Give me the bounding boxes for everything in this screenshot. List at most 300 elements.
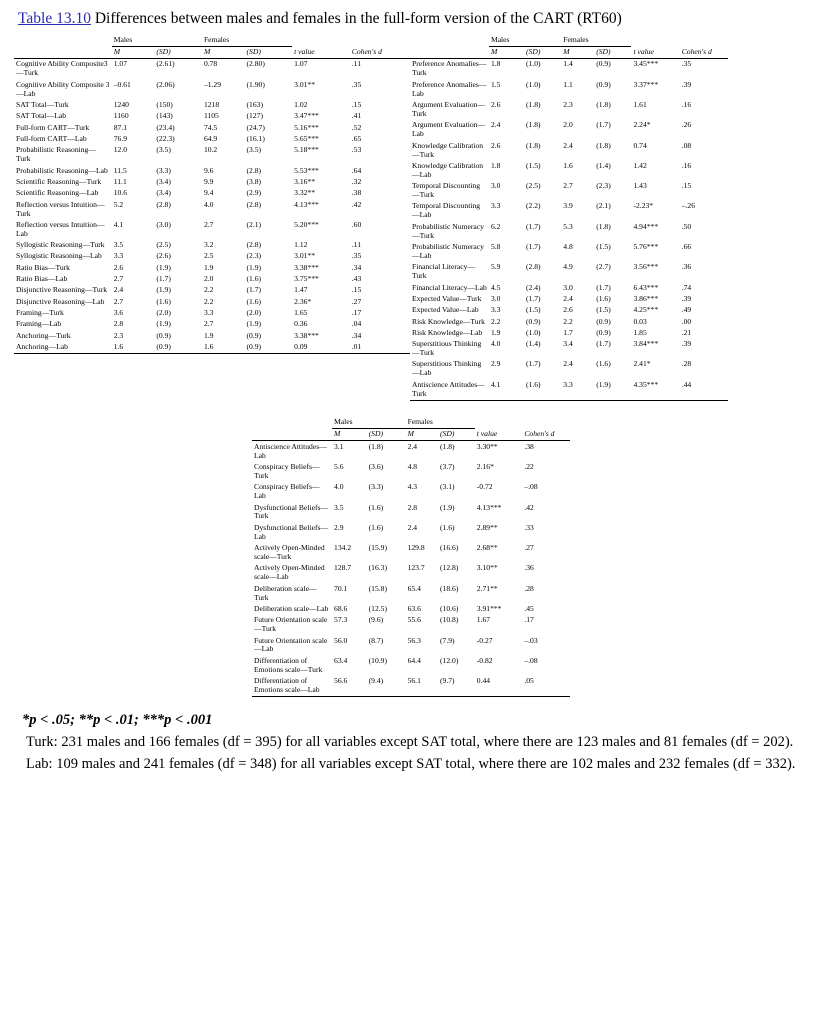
cell-male-sd: (1.8) — [526, 100, 541, 109]
cell-male-mean: 87.1 — [113, 122, 128, 132]
cell-t-value: 2.36* — [294, 296, 312, 306]
cell-female-sd: (1.9) — [594, 380, 631, 401]
cell-female-mean: 1.1 — [563, 79, 573, 89]
table-row — [14, 134, 410, 145]
header-m-females: M — [561, 46, 594, 58]
cell-female-mean: –1.29 — [203, 79, 222, 89]
cell-t-value: 5.53*** — [294, 165, 319, 175]
cell-t-value: 2.68** — [476, 543, 498, 553]
cell-male-sd: (10.9) — [368, 655, 387, 665]
cell-cohens-d: .42 — [351, 199, 362, 209]
header-m-males: M — [332, 429, 367, 441]
cell-female-mean: 3.2 — [203, 240, 214, 250]
cell-male-sd: (1.7) — [526, 359, 541, 369]
cell-male-mean: 70.1 — [334, 583, 348, 593]
cell-t-value: -2.23* — [633, 201, 654, 211]
header-spacer-2 — [292, 35, 350, 47]
header-spacer-3 — [680, 35, 728, 47]
cell-t-value: 1.61 — [633, 100, 647, 109]
table-row — [14, 188, 410, 199]
header-variable — [410, 46, 489, 58]
cell-cohens-d: .21 — [681, 327, 692, 337]
cell-female-mean: 3.4 — [563, 339, 573, 349]
cell-male-mean: 57.3 — [334, 615, 348, 625]
header-cohens-d: Cohen's d — [522, 429, 570, 441]
cell-t-value: 1.85 — [633, 327, 647, 337]
header-spacer — [14, 35, 112, 47]
table-row — [14, 165, 410, 176]
table-row — [252, 462, 570, 482]
cell-female-sd: (3.5) — [246, 145, 262, 155]
cell-male-mean: 2.7 — [113, 274, 124, 284]
table-row — [14, 111, 410, 122]
cell-male-mean: 1.8 — [490, 59, 501, 69]
header-variable — [252, 429, 332, 441]
cell-female-mean: 1.6 — [563, 160, 573, 170]
header-females: Females — [406, 417, 475, 429]
cell-female-mean: 1105 — [203, 111, 219, 121]
table-row — [14, 308, 410, 319]
row-variable-label: SAT Total—Turk — [16, 100, 69, 109]
row-variable-label: Probabilistic Reasoning—Turk — [16, 145, 96, 164]
cell-t-value: 4.25*** — [633, 305, 659, 315]
row-variable-label: Syllogistic Reasoning—Turk — [16, 240, 105, 250]
table-row — [410, 380, 728, 401]
cell-cohens-d: .60 — [351, 219, 362, 229]
cell-female-mean: 2.3 — [563, 100, 573, 109]
stat-table-2-body — [410, 59, 728, 401]
cell-female-sd: (10.8) — [440, 615, 459, 625]
cell-female-sd: (1.6) — [596, 293, 611, 303]
row-variable-label: Framing—Turk — [16, 308, 64, 318]
cell-t-value: 3.16** — [294, 176, 316, 186]
cell-t-value: 4.94*** — [633, 221, 659, 231]
cell-male-sd: (8.7) — [368, 635, 384, 645]
cell-male-mean: 4.0 — [334, 482, 344, 492]
row-variable-label: Probabilistic Numeracy—Turk — [412, 221, 484, 240]
cell-female-mean: 9.6 — [203, 165, 214, 175]
row-variable-label: Temporal Discounting—Lab — [412, 201, 481, 220]
cell-cohens-d: .53 — [351, 145, 362, 155]
cell-male-mean: 5.8 — [490, 241, 501, 251]
cell-male-sd: (2.4) — [526, 282, 541, 292]
cell-female-mean: 2.4 — [407, 522, 418, 532]
row-variable-label: Expected Value—Lab — [412, 305, 479, 315]
cell-male-sd: (1.7) — [156, 274, 171, 284]
cell-female-mean: 1.6 — [202, 342, 245, 354]
cell-male-sd: (1.0) — [526, 327, 541, 337]
cell-cohens-d: .38 — [351, 188, 362, 198]
cell-male-mean: 134.2 — [334, 543, 352, 553]
header-variable — [14, 46, 112, 58]
cell-male-sd: (22.3) — [156, 133, 175, 143]
cell-male-sd: (1.6) — [156, 296, 171, 306]
table-caption-text: Differences between males and females in the full-form version of the CART (RT60) — [94, 10, 622, 27]
cell-t-value: 3.10** — [476, 563, 498, 573]
third-table-wrap — [14, 401, 808, 697]
cell-female-sd: (3.8) — [246, 176, 262, 186]
cell-female-sd: (18.6) — [440, 583, 459, 593]
cell-male-sd: (2.8) — [156, 199, 171, 209]
cell-t-value: 5.65*** — [294, 133, 319, 143]
cell-t-value: 2.16* — [476, 461, 494, 471]
cell-cohens-d: .11 — [351, 59, 361, 69]
cell-male-mean: 3.6 — [113, 308, 124, 318]
cell-female-mean: 2.4 — [563, 293, 573, 303]
cell-cohens-d: .16 — [681, 100, 692, 109]
row-variable-label: Financial Literacy—Lab — [412, 282, 487, 292]
cell-male-sd: (3.4) — [156, 188, 171, 198]
cell-female-sd: (1.9) — [246, 319, 262, 329]
stat-table-3 — [252, 417, 570, 697]
header-m-males: M — [112, 46, 155, 58]
table-row — [252, 583, 570, 603]
header-group-row — [410, 35, 728, 47]
cell-cohens-d: .66 — [681, 241, 692, 251]
table-row — [14, 263, 410, 274]
cell-female-mean: 1.9 — [203, 262, 214, 272]
row-variable-label: Reflection versus Intuition—Lab — [16, 219, 105, 238]
cell-female-sd: (1.7) — [246, 285, 262, 295]
cell-male-mean: 1.8 — [490, 160, 501, 170]
table-row — [252, 656, 570, 676]
cell-female-sd: (2.3) — [246, 251, 262, 261]
cell-cohens-d: .34 — [351, 330, 362, 340]
cell-male-mean: 128.7 — [334, 563, 352, 573]
cell-male-sd: (9.6) — [368, 615, 384, 625]
cell-female-sd: (2.80) — [246, 59, 265, 69]
cell-female-sd: (2.1) — [596, 201, 611, 211]
cell-male-sd: (9.4) — [367, 676, 406, 697]
cell-cohens-d: .33 — [524, 522, 534, 532]
cell-cohens-d: .11 — [351, 240, 361, 250]
cell-cohens-d: .04 — [351, 319, 362, 329]
cell-female-sd: (16.6) — [440, 543, 459, 553]
cell-female-mean: 2.2 — [563, 316, 573, 326]
cell-male-sd: (0.9) — [526, 316, 541, 326]
significance-note: *p < .05; **p < .01; ***p < .001 — [22, 712, 213, 729]
header-t-value: t value — [475, 429, 523, 441]
stat-table-3-body — [252, 441, 570, 697]
cell-t-value: 0.74 — [633, 140, 647, 150]
cell-t-value: 1.43 — [633, 181, 647, 191]
cell-male-mean: 2.6 — [113, 262, 124, 272]
row-variable-label: Financial Literacy—Turk — [412, 262, 476, 281]
cell-male-mean: 2.8 — [113, 319, 124, 329]
cell-male-mean: 1.5 — [490, 79, 501, 89]
cell-male-mean: 5.6 — [334, 461, 344, 471]
cell-female-sd: (2.1) — [246, 219, 262, 229]
cell-male-mean: 3.0 — [490, 293, 501, 303]
cell-male-mean: 56.6 — [332, 676, 367, 697]
cell-male-sd: (23.4) — [156, 122, 175, 132]
cell-male-mean: 5.2 — [113, 199, 124, 209]
header-cohens-d: Cohen's d — [350, 46, 410, 58]
header-cohens-d: Cohen's d — [680, 46, 728, 58]
table-row — [252, 615, 570, 635]
cell-male-sd: (2.0) — [156, 308, 171, 318]
stat-table-1-head — [14, 35, 410, 59]
cell-female-sd: (12.0) — [440, 655, 459, 665]
row-variable-label: Framing—Lab — [16, 319, 62, 329]
cell-cohens-d: .28 — [681, 359, 692, 369]
row-variable-label: Scientific Reasoning—Lab — [16, 188, 99, 198]
row-variable-label: Future Orientation scale—Lab — [254, 635, 328, 654]
cell-female-mean: 64.4 — [407, 655, 421, 665]
row-variable-label: Risk Knowledge—Turk — [412, 316, 485, 326]
cell-female-sd: (1.90) — [246, 79, 265, 89]
cell-male-mean: 4.1 — [113, 219, 124, 229]
header-sub-row — [252, 429, 570, 441]
cell-cohens-d: .27 — [351, 296, 362, 306]
cell-male-mean: 63.4 — [334, 655, 348, 665]
header-females: Females — [202, 35, 292, 47]
cell-male-sd: (1.7) — [526, 221, 541, 231]
cell-male-mean: 1160 — [113, 111, 129, 121]
cell-female-mean: 2.0 — [203, 274, 214, 284]
cell-male-mean: 2.4 — [113, 285, 124, 295]
header-sub-row — [410, 46, 728, 58]
cell-female-sd: (2.7) — [596, 262, 611, 272]
cell-male-sd: (1.9) — [156, 319, 171, 329]
cell-female-mean: 65.4 — [407, 583, 421, 593]
cell-male-sd: (16.3) — [368, 563, 387, 573]
table-row — [410, 262, 728, 282]
table-caption — [18, 10, 808, 29]
cell-female-sd: (1.7) — [596, 339, 611, 349]
cell-male-sd: (0.9) — [154, 342, 202, 354]
cell-cohens-d: –.08 — [524, 655, 538, 665]
cell-male-sd: (3.6) — [368, 461, 384, 471]
cell-male-mean: 4.0 — [490, 339, 501, 349]
cell-cohens-d: .17 — [524, 615, 534, 625]
header-sd-females: (SD) — [438, 429, 475, 441]
cell-t-value: -0.82 — [476, 655, 493, 665]
row-variable-label: Preference Anomalies—Turk — [412, 59, 487, 78]
cell-female-mean: 3.0 — [563, 282, 573, 292]
cell-t-value: 5.20*** — [294, 219, 319, 229]
cell-t-value: 1.65 — [294, 308, 308, 318]
cell-female-mean: 4.9 — [563, 262, 573, 272]
cell-cohens-d: .08 — [681, 140, 692, 150]
cell-t-value: 3.91*** — [476, 603, 502, 613]
cell-male-sd: (3.3) — [368, 482, 384, 492]
cell-cohens-d: .22 — [524, 461, 534, 471]
cell-female-mean: 2.4 — [563, 140, 573, 150]
cell-male-sd: (1.8) — [526, 120, 541, 130]
cell-cohens-d: .35 — [351, 251, 362, 261]
cell-cohens-d: .65 — [351, 133, 362, 143]
cell-male-sd: (1.4) — [526, 339, 541, 349]
row-variable-label: Knowledge Calibration—Lab — [412, 160, 484, 179]
row-variable-label: Deliberation scale—Turk — [254, 583, 317, 602]
cell-t-value: 0.36 — [294, 319, 308, 329]
row-variable-label: Dysfunctional Beliefs—Turk — [254, 502, 329, 521]
cell-male-mean: 4.1 — [489, 380, 524, 401]
header-males: Males — [489, 35, 561, 47]
table-row — [410, 282, 728, 293]
cell-male-mean: 1.9 — [490, 327, 501, 337]
cell-male-sd: (2.61) — [156, 59, 175, 69]
table-row — [14, 285, 410, 296]
cell-female-sd: (1.8) — [596, 100, 611, 109]
cell-female-mean: 1.9 — [203, 330, 214, 340]
table-row — [14, 342, 410, 354]
table-row — [410, 201, 728, 221]
table-row — [14, 274, 410, 285]
cell-female-sd: (1.6) — [246, 296, 262, 306]
table-row — [410, 181, 728, 201]
cell-t-value: 4.13*** — [476, 502, 502, 512]
cell-male-mean: 2.3 — [113, 330, 124, 340]
cell-female-sd: (2.8) — [246, 240, 262, 250]
header-spacer — [410, 35, 489, 47]
cell-male-sd: (1.8) — [526, 140, 541, 150]
table-row — [410, 339, 728, 359]
row-variable-label: Scientific Reasoning—Turk — [16, 176, 102, 186]
cell-cohens-d: .34 — [351, 262, 362, 272]
table-row — [410, 80, 728, 100]
cell-t-value: 3.01** — [294, 251, 316, 261]
table-label[interactable]: Table 13.10 — [18, 10, 91, 27]
row-variable-label: SAT Total—Lab — [16, 111, 67, 121]
cell-male-sd: (15.9) — [368, 543, 387, 553]
row-variable-label: Full-form CART—Lab — [16, 133, 87, 143]
cell-t-value: 2.89** — [476, 522, 498, 532]
table-row — [252, 604, 570, 615]
stat-table-1-body — [14, 59, 410, 354]
cell-female-sd: (1.6) — [246, 274, 262, 284]
cell-male-sd: (2.8) — [526, 262, 541, 272]
cell-female-mean: 1.7 — [563, 327, 573, 337]
cell-female-sd: (2.9) — [246, 188, 262, 198]
table-row — [252, 635, 570, 655]
table-row — [410, 359, 728, 379]
cell-t-value: 3.38*** — [294, 330, 319, 340]
header-spacer-3 — [350, 35, 410, 47]
header-m-females: M — [202, 46, 245, 58]
cell-t-value: 6.43*** — [633, 282, 659, 292]
cell-female-sd: (2.0) — [246, 308, 262, 318]
cell-female-sd: (127) — [246, 111, 263, 121]
table-row — [14, 220, 410, 240]
cell-t-value: 1.47 — [294, 285, 308, 295]
header-t-value: t value — [631, 46, 679, 58]
cell-cohens-d: –.03 — [524, 635, 538, 645]
cell-cohens-d: .15 — [351, 285, 362, 295]
cell-male-mean: 11.1 — [113, 176, 127, 186]
cell-female-mean: 2.2 — [203, 285, 214, 295]
table-row — [410, 294, 728, 305]
cell-t-value: 1.67 — [476, 615, 491, 625]
table-row — [252, 482, 570, 502]
cell-female-mean: 56.1 — [406, 676, 438, 697]
header-group-row — [14, 35, 410, 47]
cell-female-mean: 64.9 — [203, 133, 218, 143]
row-variable-label: Antiscience Attitudes—Turk — [410, 380, 489, 401]
cell-female-mean: 1.4 — [563, 59, 573, 69]
cell-male-mean: 3.0 — [490, 181, 501, 191]
cell-female-sd: (2.3) — [596, 181, 611, 191]
cell-male-mean: –0.61 — [113, 79, 131, 89]
cell-female-mean: 4.3 — [407, 482, 418, 492]
cell-t-value: 0.44 — [475, 676, 523, 697]
header-spacer-3 — [522, 417, 570, 429]
row-variable-label: Differentiation of Emotions scale—Lab — [252, 676, 332, 697]
table-row — [14, 331, 410, 342]
lab-sample-note: Lab: 109 males and 241 females (df = 348) for all variables except SAT total, where there are 102 males and 232 females (df = 332). — [26, 756, 796, 773]
cell-cohens-d: .35 — [681, 59, 692, 69]
table-row — [14, 80, 410, 100]
cell-t-value: 4.35*** — [631, 380, 679, 401]
table-row — [410, 222, 728, 242]
cell-male-mean: 76.9 — [113, 133, 128, 143]
cell-male-sd: (2.5) — [526, 181, 541, 191]
cell-cohens-d: .36 — [524, 563, 534, 573]
header-males: Males — [332, 417, 406, 429]
cell-female-sd: (10.6) — [440, 603, 459, 613]
cell-female-sd: (16.1) — [246, 133, 265, 143]
cell-female-mean: 2.4 — [563, 359, 573, 369]
row-variable-label: Temporal Discounting—Turk — [412, 181, 481, 200]
cell-t-value: 3.45*** — [633, 59, 659, 69]
cell-cohens-d: .35 — [351, 79, 362, 89]
cell-t-value: 3.56*** — [633, 262, 659, 272]
cell-female-mean: 4.0 — [203, 199, 214, 209]
header-sd-females: (SD) — [245, 46, 293, 58]
cell-male-sd: (15.8) — [368, 583, 387, 593]
row-variable-label: Future Orientation scale—Turk — [254, 615, 328, 634]
cell-female-mean: 2.4 — [407, 441, 418, 451]
header-spacer-2 — [631, 35, 679, 47]
cell-female-mean: 2.8 — [407, 502, 418, 512]
row-variable-label: Differentiation of Emotions scale—Turk — [254, 655, 323, 674]
cell-male-sd: (3.3) — [156, 165, 171, 175]
cell-female-mean: 2.5 — [203, 251, 214, 261]
cell-female-sd: (1.7) — [596, 282, 611, 292]
cell-t-value: 1.12 — [294, 240, 308, 250]
table-row — [410, 100, 728, 120]
table-row — [410, 161, 728, 181]
cell-female-mean: 2.6 — [563, 305, 573, 315]
header-m-males: M — [489, 46, 524, 58]
cell-male-sd: (1.0) — [526, 79, 541, 89]
table-row — [252, 441, 570, 462]
cell-male-mean: 2.2 — [490, 316, 501, 326]
table-row — [252, 563, 570, 583]
table-row — [252, 543, 570, 563]
cell-t-value: 3.30** — [476, 441, 498, 451]
cell-cohens-d: .17 — [351, 308, 362, 318]
cell-female-sd: (3.1) — [440, 482, 455, 492]
cell-cohens-d: .38 — [524, 441, 534, 451]
table-row — [14, 240, 410, 251]
cell-female-mean: 3.3 — [561, 380, 594, 401]
cell-male-mean: 68.6 — [334, 603, 348, 613]
row-variable-label: Actively Open-Minded scale—Turk — [254, 543, 325, 562]
cell-female-sd: (1.6) — [440, 522, 455, 532]
row-variable-label: Deliberation scale—Lab — [254, 603, 329, 613]
row-variable-label: Disjunctive Reasoning—Turk — [16, 285, 108, 295]
row-variable-label: Preference Anomalies—Lab — [412, 79, 487, 98]
cell-female-sd: (1.8) — [596, 140, 611, 150]
cell-female-mean: 5.3 — [563, 221, 573, 231]
cell-male-sd: (3.0) — [156, 219, 171, 229]
cell-female-sd: (1.4) — [596, 160, 611, 170]
cell-female-sd: (0.9) — [596, 79, 611, 89]
header-m-females: M — [406, 429, 438, 441]
cell-female-mean: 9.4 — [203, 188, 214, 198]
